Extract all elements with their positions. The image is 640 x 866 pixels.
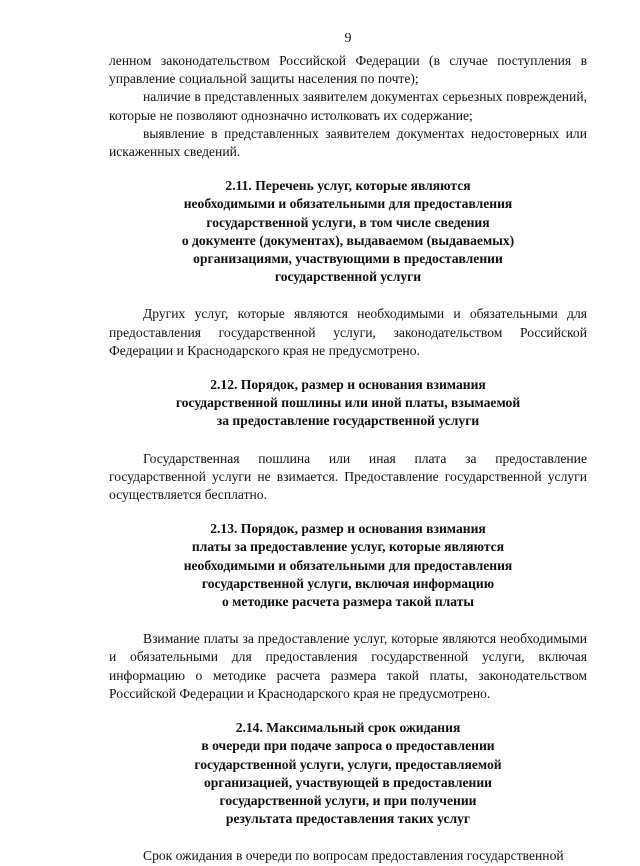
section-body-2-13: Взимание платы за предоставление услуг, которые являются необходимыми и обязательными для предоставления государственной услуги, включая информацию о методике расчета размера такой платы, законодательством Российской Федерации и Краснодарского края не предусмотрено. (109, 631, 587, 701)
heading-line: о методике расчета размера такой платы (221, 594, 475, 610)
section-heading-2-13 (109, 520, 587, 611)
heading-line: необходимыми и обязательными для предоставления (183, 557, 513, 573)
section-heading-2-11 (109, 177, 587, 286)
heading-line: 2.13. Порядок, размер и основания взимания (210, 521, 486, 537)
heading-line: 2.12. Порядок, размер и основания взимания (210, 377, 486, 393)
heading-line: результата предоставления таких услуг (225, 811, 471, 827)
section-body-2-11: Других услуг, которые являются необходимыми и обязательными для предоставления государственной услуги, законодательством Российской Федерации и Краснодарского края не предусмотрено. (109, 306, 587, 358)
heading-line: 2.11. Перечень услуг, которые являются (225, 178, 471, 194)
heading-line: государственной услуги, услуги, предоставляемой (194, 756, 502, 772)
heading-line: государственной услуги (274, 269, 422, 285)
heading-line: государственной услуги, включая информацию (201, 575, 495, 591)
document-page (109, 30, 587, 866)
heading-line: необходимыми и обязательными для предоставления (183, 196, 513, 212)
page-number: 9 (344, 31, 352, 46)
heading-line: о документе (документах), выдаваемом (выдаваемых) (181, 232, 515, 248)
heading-line: государственной пошлины или иной платы, взымаемой (175, 395, 521, 411)
paragraph-damaged-documents: наличие в представленных заявителем документах серьезных повреждений, которые не позволяют однозначно истолковать их содержание; (109, 89, 587, 123)
heading-line: организациями, участвующими в предоставлении (193, 251, 503, 267)
heading-line: организацией, участвующей в предоставлении (203, 774, 492, 790)
heading-line: 2.14. Максимальный срок ожидания (235, 720, 461, 736)
heading-line: за предоставление государственной услуги (216, 413, 480, 429)
section-heading-2-12 (109, 376, 587, 431)
heading-line: государственной услуги, и при получении (219, 792, 477, 808)
heading-line: платы за предоставление услуг, которые являются (191, 539, 505, 555)
paragraph-continuation: ленном законодательством Российской Федерации (в случае поступления в управление социальной защиты населения по почте); (109, 53, 587, 87)
section-body-2-12: Государственная пошлина или иная плата за предоставление государственной услуги не взимается. Предоставление государственной услуги осуществляется бесплатно. (109, 450, 587, 503)
section-body-2-14: Срок ожидания в очереди по вопросам предоставления государственной (143, 848, 564, 864)
heading-line: в очереди при подаче запроса о предоставлении (201, 738, 495, 754)
paragraph-false-information: выявление в представленных заявителем документах недостоверных или искаженных сведений. (109, 125, 587, 160)
section-heading-2-14 (109, 719, 587, 828)
heading-line: государственной услуги, в том числе сведения (206, 214, 490, 230)
